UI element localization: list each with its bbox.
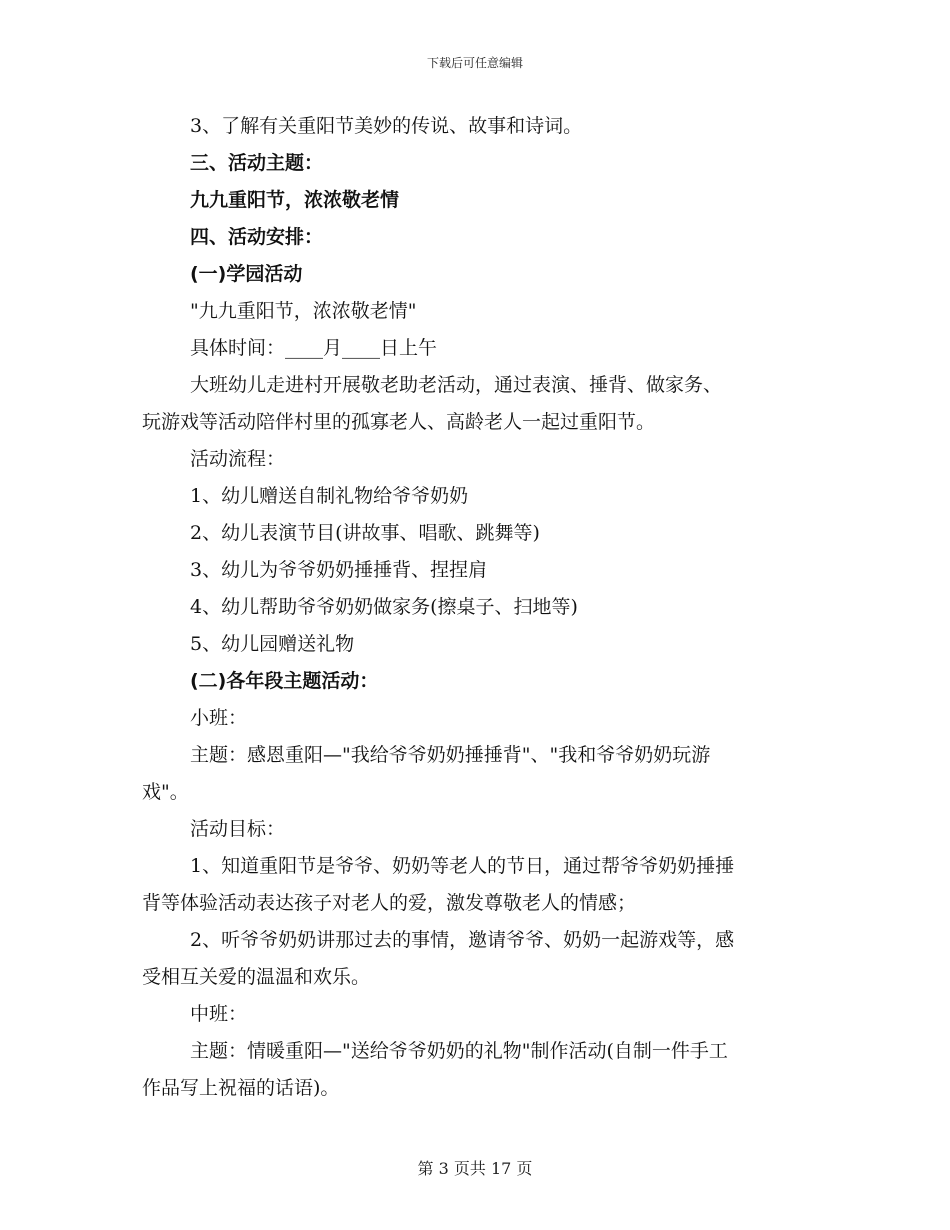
subsection-heading: (二)各年段主题活动：: [190, 670, 379, 692]
text-line: 玩游戏等活动陪伴村里的孤寡老人、高龄老人一起过重阳节。: [142, 411, 656, 433]
list-item: 1、幼儿赠送自制礼物给爷爷奶奶: [190, 485, 469, 507]
text-line: "九九重阳节，浓浓敬老情": [190, 300, 417, 322]
text-line: 作品写上祝福的话语)。: [142, 1077, 340, 1099]
subsection-heading: (一)学园活动: [190, 263, 303, 285]
text-line: 具体时间：____月____日上午: [190, 337, 438, 359]
document-body: [142, 108, 812, 1107]
list-item: 4、幼儿帮助爷爷奶奶做家务(擦桌子、扫地等): [190, 596, 578, 618]
list-item: 2、听爷爷奶奶讲那过去的事情，邀请爷爷、奶奶一起游戏等，感: [190, 929, 735, 951]
text-line: 戏"。: [142, 781, 189, 803]
text-line: 主题：情暖重阳—"送给爷爷奶奶的礼物"制作活动(自制一件手工: [190, 1040, 728, 1062]
section-heading: 三、活动主题：: [190, 152, 324, 174]
text-line: 主题：感恩重阳—"我给爷爷奶奶捶捶背"、"我和爷爷奶奶玩游: [190, 744, 711, 766]
page-footer: 第 3 页共 17 页: [417, 1159, 533, 1178]
list-item: 5、幼儿园赠送礼物: [190, 633, 355, 655]
list-item: 2、幼儿表演节目(讲故事、唱歌、跳舞等): [190, 522, 540, 544]
text-line: 受相互关爱的温温和欢乐。: [142, 966, 371, 988]
text-line: 中班：: [190, 1003, 248, 1025]
text-line: 背等体验活动表达孩子对老人的爱，激发尊敬老人的情感；: [142, 892, 637, 914]
text-line: 小班：: [190, 707, 248, 729]
text-line: 活动流程：: [190, 448, 286, 470]
theme-title: 九九重阳节，浓浓敬老情: [190, 189, 400, 211]
list-item: 3、幼儿为爷爷奶奶捶捶背、捏捏肩: [190, 559, 488, 581]
text-line: 3、了解有关重阳节美妙的传说、故事和诗词。: [190, 115, 583, 137]
text-line: 大班幼儿走进村开展敬老助老活动，通过表演、捶背、做家务、: [190, 374, 723, 396]
list-item: 1、知道重阳节是爷爷、奶奶等老人的节日，通过帮爷爷奶奶捶捶: [190, 855, 735, 877]
page-header: 下载后可任意编辑: [426, 56, 523, 70]
text-line: 活动目标：: [190, 818, 286, 840]
section-heading: 四、活动安排：: [190, 226, 324, 248]
